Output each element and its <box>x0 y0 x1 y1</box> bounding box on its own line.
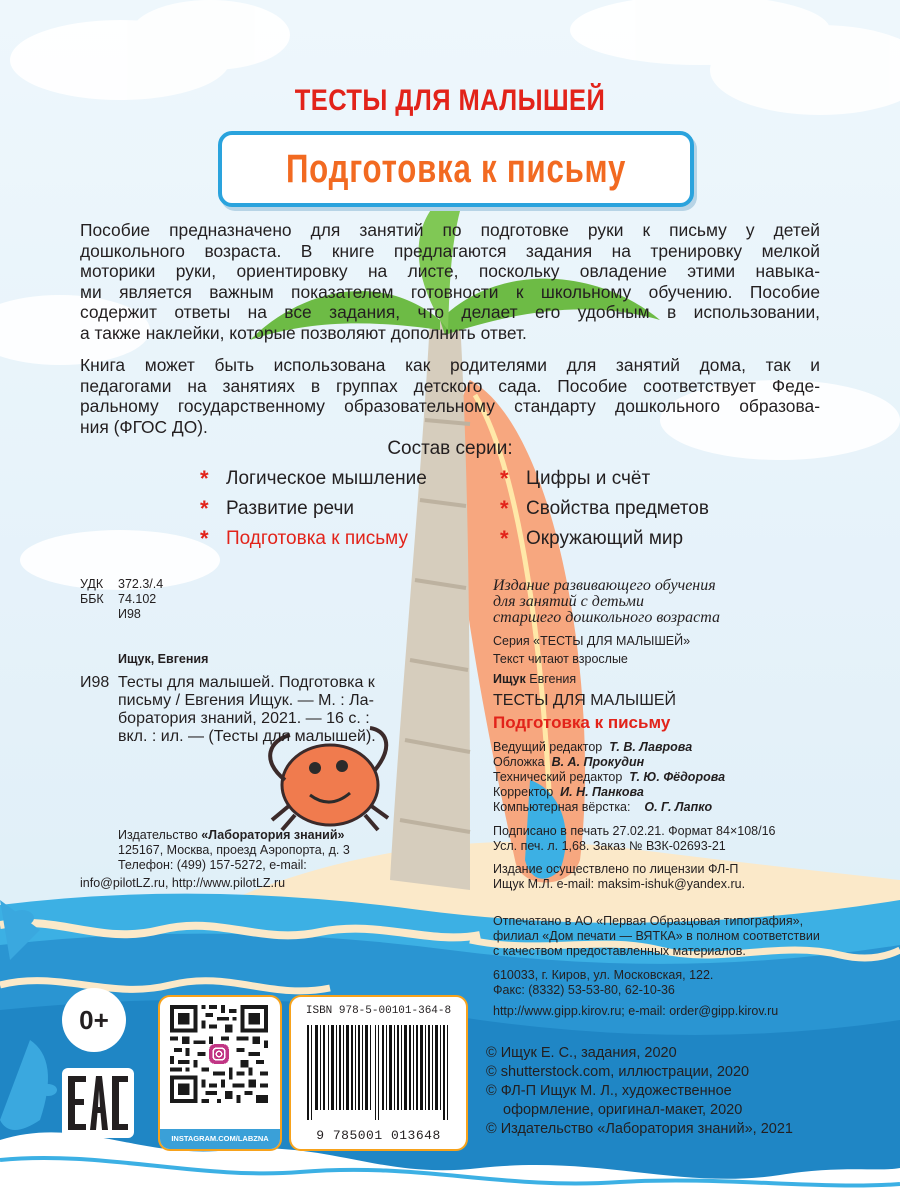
bbk-value: 74.102 <box>118 592 157 606</box>
biblio-line: боратория знаний, 2021. — 16 с. : <box>118 710 370 727</box>
imprint-title: Подготовка к письму <box>493 713 671 732</box>
desc-line: педагогами на занятиях в группах детского сада. Пособие соответствует Феде- <box>80 375 820 396</box>
print-sheets: Усл. печ. л. 1,68. Заказ № ВЗК-02693-21 <box>493 839 726 853</box>
edition-line: для занятий с детьми <box>493 593 645 610</box>
biblio-entry <box>80 674 420 746</box>
publisher-contacts: info@pilotLZ.ru, http://www.pilotLZ.ru <box>80 876 286 890</box>
star-icon: * <box>200 526 209 551</box>
credit-role: Обложка <box>493 755 545 769</box>
copyright-line: © Издательство «Лаборатория знаний», 2021 <box>486 1121 793 1137</box>
edition-line: Издание развивающего обучения <box>493 577 716 594</box>
license-text: Издание осуществлено по лицензии ФЛ-П <box>493 862 739 876</box>
printer-address-block <box>493 968 713 998</box>
publisher-name: «Лаборатория знаний» <box>201 828 345 842</box>
series-item-speech <box>200 496 354 522</box>
print-details <box>493 824 775 854</box>
star-icon: * <box>500 526 509 551</box>
publisher-prefix: Издательство <box>118 828 198 842</box>
copyright-line: © ФЛ-П Ищук М. Л., художественное <box>486 1083 732 1099</box>
isbn-barcode-box <box>289 995 468 1151</box>
series-title: ТЕСТЫ ДЛЯ МАЛЫШЕЙ <box>294 84 606 117</box>
bbk-label: ББК <box>80 592 104 606</box>
description-paragraph-2 <box>80 355 820 437</box>
credit-name: В. А. Прокудин <box>551 755 645 769</box>
publisher-address: 125167, Москва, проезд Аэропорта, д. 3 <box>118 843 350 857</box>
license-block <box>493 862 745 892</box>
credits-block <box>493 740 725 815</box>
desc-line: а также наклейки, которые позволяют дополнить ответ. <box>80 322 527 343</box>
edition-info <box>493 578 720 626</box>
credit-role: Технический редактор <box>493 770 623 784</box>
publisher-block <box>118 828 350 873</box>
star-icon: * <box>200 466 209 491</box>
imprint-author-surname: Ищук <box>493 672 526 686</box>
desc-line: Пособие предназначено для занятий по подготовке руки к письму у детей <box>80 220 820 240</box>
biblio-author: Ищук, Евгения <box>118 652 209 666</box>
credit-role: Компьютерная вёрстка: <box>493 800 631 814</box>
imprint-series: Серия «ТЕСТЫ ДЛЯ МАЛЫШЕЙ» <box>493 634 691 648</box>
printer-line: с качеством предоставленных материалов. <box>493 944 746 958</box>
biblio-line: письму / Евгения Ищук. — М. : Ла- <box>118 692 374 709</box>
qr-caption[interactable]: INSTAGRAM.COM/LABZNA <box>160 1129 280 1149</box>
printer-line: Отпечатано в АО «Первая Образцовая типография», <box>493 914 804 928</box>
credit-name: И. Н. Панкова <box>560 785 644 799</box>
series-item-label: Логическое мышление <box>226 468 427 489</box>
copyright-line: © Ищук Е. С., задания, 2020 <box>486 1045 677 1061</box>
imprint-series-caps: ТЕСТЫ ДЛЯ МАЛЫШЕЙ <box>493 692 677 709</box>
udk-value: 372.3/.4 <box>118 577 164 591</box>
star-icon: * <box>500 466 509 491</box>
barcode-icon <box>307 1025 450 1120</box>
printer-block <box>493 914 820 959</box>
book-title: Подготовка к письму <box>285 146 627 191</box>
biblio-line: вкл. : ил. — (Тесты для малышей). <box>118 728 376 745</box>
printer-fax: Факс: (8332) 53-53-80, 62-10-36 <box>493 983 675 997</box>
classification-block <box>80 577 163 622</box>
series-item-label: Свойства предметов <box>526 498 709 519</box>
barcode-number: 9 785001 013648 <box>316 1128 441 1143</box>
description-paragraph-1 <box>80 220 820 343</box>
series-item-logic <box>200 466 427 492</box>
edition-line: старшего дошкольного возраста <box>493 609 720 626</box>
series-item-label: Развитие речи <box>226 498 354 519</box>
desc-line: ральному государственному образовательному стандарту дошкольного образова- <box>80 396 820 416</box>
star-icon: * <box>200 496 209 521</box>
biblio-code: И98 <box>80 674 110 691</box>
printer-address: 610033, г. Киров, ул. Московская, 122. <box>493 968 714 982</box>
desc-line: содержит ответы на все задания, что делает его удобным в использовании, <box>80 302 820 322</box>
series-item-writing <box>200 526 408 552</box>
star-icon: * <box>500 496 509 521</box>
printer-web: http://www.gipp.kirov.ru; e-mail: order@gipp.kirov.ru <box>493 1004 779 1018</box>
biblio-line: Тесты для малышей. Подготовка к <box>118 674 375 691</box>
isbn-label: ISBN 978-5-00101-364-8 <box>305 1005 452 1017</box>
desc-line: ми является важным показателем готовности к школьному обучению. Пособие <box>80 281 820 302</box>
age-rating-badge: 0+ <box>62 988 126 1052</box>
udk-label: УДК <box>80 577 104 591</box>
publisher-phone: Телефон: (499) 157-5272, e-mail: <box>118 858 307 872</box>
desc-line: Книга может быть использована как родителями для занятий дома, так и <box>80 355 820 375</box>
series-item-world <box>500 526 683 552</box>
series-item-properties <box>500 496 709 522</box>
credit-name: О. Г. Лапко <box>644 800 713 814</box>
eac-mark-icon <box>62 1068 134 1138</box>
series-item-numbers <box>500 466 650 492</box>
series-item-label: Подготовка к письму <box>226 528 408 549</box>
imprint-author <box>493 672 576 687</box>
credit-role: Ведущий редактор <box>493 740 603 754</box>
series-item-label: Окружающий мир <box>526 528 684 549</box>
imprint-reading: Текст читают взрослые <box>493 652 628 666</box>
credit-name: Т. В. Лаврова <box>609 740 693 754</box>
book-title-box <box>218 131 694 207</box>
desc-line: моторики руки, ориентировку на листе, поскольку овладение этими навыка- <box>80 261 820 281</box>
printer-line: филиал «Дом печати — ВЯТКА» в полном соответствии <box>493 929 820 943</box>
credit-name: Т. Ю. Фёдорова <box>629 770 726 784</box>
series-item-label: Цифры и счёт <box>526 468 651 489</box>
desc-line: ния (ФГОС ДО). <box>80 416 208 437</box>
qr-code-icon <box>170 1005 268 1103</box>
license-holder: Ищук М.Л. e-mail: maksim-ishuk@yandex.ru. <box>493 877 746 891</box>
copyright-block <box>486 1044 793 1139</box>
copyright-line: оформление, оригинал-макет, 2020 <box>503 1102 743 1118</box>
signed-date: Подписано в печать 27.02.21. Формат 84×108/16 <box>493 824 776 838</box>
imprint-author-name: Евгения <box>529 672 577 686</box>
composition-title: Состав серии: <box>387 438 513 459</box>
author-code: И98 <box>118 607 141 621</box>
credit-role: Корректор <box>493 785 554 799</box>
qr-code-box[interactable] <box>158 995 282 1151</box>
copyright-line: © shutterstock.com, иллюстрации, 2020 <box>486 1064 750 1080</box>
desc-line: дошкольного возраста. В книге предлагаются задания на тренировку мелкой <box>80 240 820 261</box>
